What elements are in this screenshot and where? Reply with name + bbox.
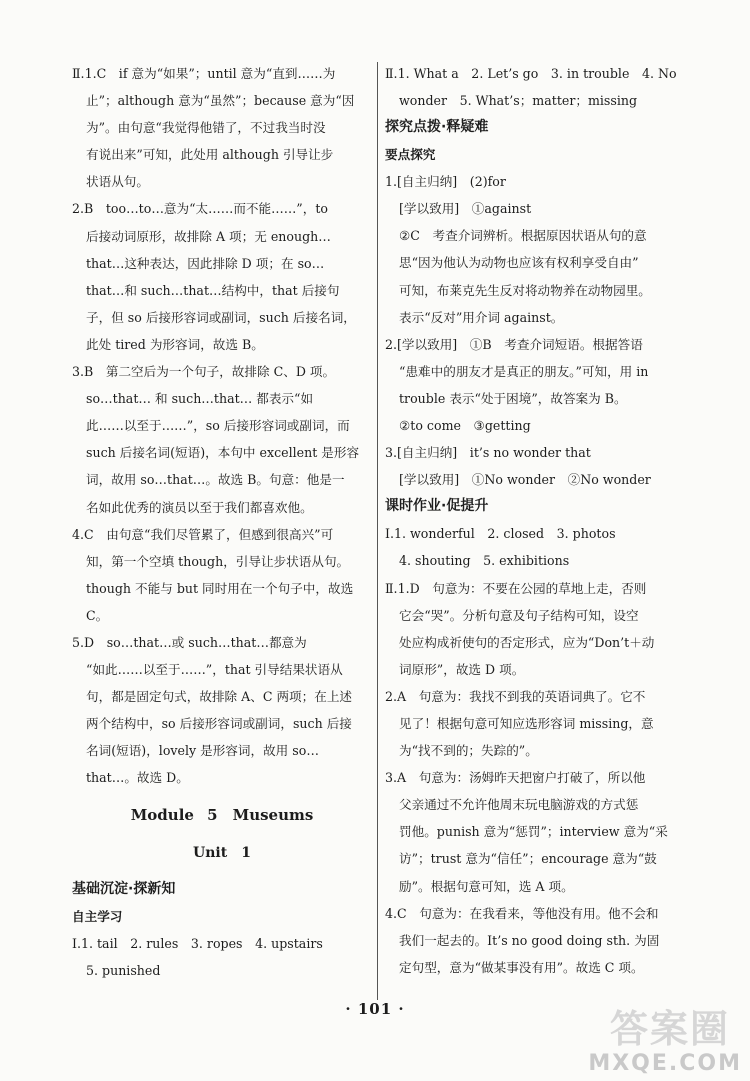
answer-line: 见了！根据句意可知应选形容词 missing，意 xyxy=(399,715,654,731)
subsection-heading: 自主学习 xyxy=(72,908,123,924)
answer-line: 处应构成祈使句的否定形式，应为“Don’t＋动 xyxy=(399,634,655,650)
right-column xyxy=(385,60,685,981)
answer-line: [学以致用] ①against xyxy=(399,201,532,217)
answer-line: 名如此优秀的演员以至于我们都喜欢他。 xyxy=(86,499,313,515)
answer-line: “如此……以至于……”，that 引导结果状语从 xyxy=(86,662,343,678)
section-heading: 基础沉淀·探新知 xyxy=(72,880,176,897)
answer-line: 思“因为他认为动物也应该有权利享受自由” xyxy=(399,255,639,271)
answer-line: 5.D so…that…或 such…that…都意为 xyxy=(72,634,307,650)
left-column xyxy=(72,60,372,984)
answer-line: that…和 such…that…结构中，that 后接句 xyxy=(86,282,340,298)
answer-line: 可知，布莱克先生反对将动物养在动物园里。 xyxy=(399,282,651,298)
answer-line: 4.C 句意为：在我看来，等他没有用。他不会和 xyxy=(385,905,659,921)
answer-line: 知，第一个空填 though，引导让步状语从句。 xyxy=(86,553,350,569)
answer-line: 此处 tired 为形容词，故选 B。 xyxy=(86,336,264,352)
section-heading: 探究点拨·释疑难 xyxy=(385,119,489,136)
answer-line: 父亲通过不允许他周末玩电脑游戏的方式惩 xyxy=(399,797,639,813)
answer-line: that…这种表达，因此排除 D 项；在 so… xyxy=(86,255,325,271)
answer-line: 子，但 so 后接形容词或副词，such 后接名词， xyxy=(86,309,356,325)
answer-line: Ⅱ.1.D 句意为：不要在公园的草地上走，否则 xyxy=(385,580,647,596)
answer-line: 两个结构中，so 后接形容词或副词，such 后接 xyxy=(86,716,352,732)
answer-line: 励”。根据句意可知，选 A 项。 xyxy=(399,878,574,894)
answer-line: 4. shouting 5. exhibitions xyxy=(399,553,570,569)
module-title: Module 5 Museums xyxy=(130,805,314,824)
answer-line: Ⅰ.1. tail 2. rules 3. ropes 4. upstairs xyxy=(72,935,323,951)
answer-line: 状语从句。 xyxy=(86,174,149,190)
answer-line: 词原形”，故选 D 项。 xyxy=(399,661,525,677)
answer-line: 3.B 第二空后为一个句子，故排除 C、D 项。 xyxy=(72,364,336,380)
answer-line: 1.[自主归纳] (2)for xyxy=(385,174,506,190)
answer-line: 为”。由句意“我觉得他错了，不过我当时没 xyxy=(86,120,326,136)
answer-line: 2.A 句意为：我找不到我的英语词典了。它不 xyxy=(385,688,646,704)
page-number: · 101 · xyxy=(345,1000,405,1018)
answer-line: 罚他。punish 意为“惩罚”；interview 意为“采 xyxy=(399,824,668,840)
answer-line: ②C 考查介词辨析。根据原因状语从句的意 xyxy=(399,228,647,244)
answer-line: 表示“反对”用介词 against。 xyxy=(399,309,564,325)
answer-line: 为“找不到的；失踪的”。 xyxy=(399,743,538,759)
answer-line: 3.[自主归纳] it’s no wonder that xyxy=(385,445,591,461)
answer-line: 有说出来”可知，此处用 although 引导让步 xyxy=(86,147,334,163)
answer-line: trouble 表示“处于困境”，故答案为 B。 xyxy=(399,390,627,406)
answer-line: Ⅱ.1. What a 2. Let’s go 3. in trouble 4. No xyxy=(385,66,677,81)
answer-line: 名词(短语)，lovely 是形容词，故用 so… xyxy=(86,743,319,759)
watermark xyxy=(418,996,748,1080)
answer-line: Ⅰ.1. wonderful 2. closed 3. photos xyxy=(385,526,616,542)
watermark-logo: 答案圈 xyxy=(609,1007,730,1051)
answer-line: “患难中的朋友才是真正的朋友。”可知，用 in xyxy=(399,363,649,379)
answer-line: 止”；although 意为“虽然”；because 意为“因 xyxy=(86,93,355,109)
answer-line: 3.A 句意为：汤姆昨天把窗户打破了，所以他 xyxy=(385,770,646,786)
answer-line: 5. punished xyxy=(86,962,161,978)
answer-line: 后接动词原形，故排除 A 项；无 enough… xyxy=(86,228,331,244)
answer-line: C。 xyxy=(86,607,109,623)
answer-line: that…。故选 D。 xyxy=(86,770,189,786)
answer-line: 2.B too…to…意为“太……而不能……”，to xyxy=(72,201,328,217)
column-divider xyxy=(377,62,378,1000)
unit-title: Unit 1 xyxy=(193,844,251,861)
watermark-site: MXQE.COM xyxy=(588,1051,742,1076)
answer-line: such 后接名词(短语)，本句中 excellent 是形容 xyxy=(86,445,360,461)
subsection-heading: 要点探究 xyxy=(385,147,436,163)
answer-line: so…that… 和 such…that… 都表示“如 xyxy=(86,391,314,407)
answer-line: Ⅱ.1.C if 意为“如果”；until 意为“直到……为 xyxy=(72,66,336,81)
answer-line: 我们一起去的。It’s no good doing sth. 为固 xyxy=(399,932,660,948)
answer-line: 4.C 由句意“我们尽管累了，但感到很高兴”可 xyxy=(72,526,334,542)
answer-line: 2.[学以致用] ①B 考查介词短语。根据答语 xyxy=(385,336,643,352)
answer-line: though 不能与 but 同时用在一个句子中，故选 xyxy=(86,580,354,596)
answer-line: 此……以至于……”，so 后接形容词或副词，而 xyxy=(86,418,350,434)
answer-line: 定句型，意为“做某事没有用”。故选 C 项。 xyxy=(399,959,644,975)
answer-line: wonder 5. What’s；matter；missing xyxy=(399,93,638,109)
answer-line: 它会“哭”。分析句意及句子结构可知，设空 xyxy=(399,607,639,623)
answer-line: 访”；trust 意为“信任”；encourage 意为“鼓 xyxy=(399,851,657,867)
section-heading: 课时作业·促提升 xyxy=(385,498,489,515)
answer-line: 词，故用 so…that…。故选 B。句意：他是一 xyxy=(86,472,345,488)
answer-line: 句，都是固定句式，故排除 A、C 两项；在上述 xyxy=(86,689,353,705)
answer-line: [学以致用] ①No wonder ②No wonder xyxy=(399,472,651,488)
answer-line: ②to come ③getting xyxy=(399,418,531,434)
